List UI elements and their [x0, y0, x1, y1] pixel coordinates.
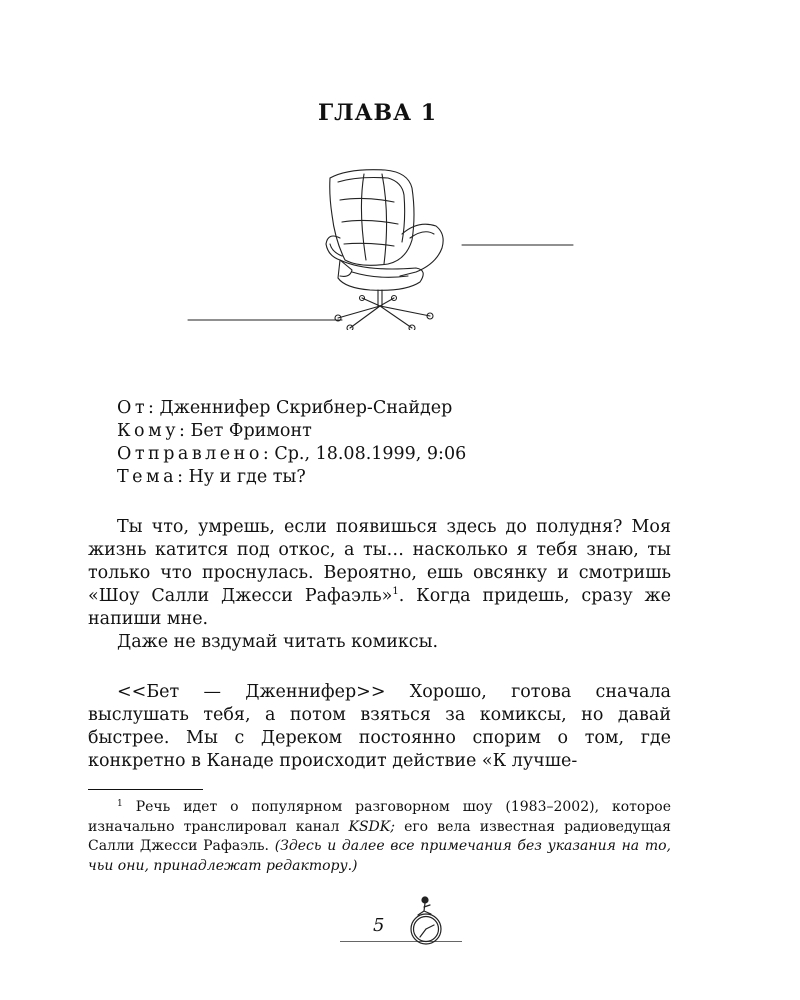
chair-base: [338, 298, 430, 328]
page-footer: [340, 895, 470, 950]
footnote-editor-note: (Здесь и далее все примечания без указания на то, чьи они, принадлежат редактору.): [88, 838, 671, 874]
email-sent: [88, 443, 671, 466]
email-header: [88, 397, 671, 489]
footnote: [88, 798, 671, 876]
body-paragraph-1-main: [88, 516, 671, 631]
chair-backrest: [330, 170, 414, 266]
email-subject: [88, 466, 671, 489]
email-to-value: : Бет Фримонт: [179, 421, 312, 441]
footnote-divider: [88, 789, 203, 790]
chapter-title: ГЛАВА 1: [317, 100, 438, 126]
footnote-text-b: его вела известная радиоведущая Салли Джесси Рафаэль.: [88, 818, 671, 854]
footnote-ref: 1: [392, 586, 399, 597]
email-from-label: От: [117, 398, 149, 418]
body-paragraph-1: [88, 516, 671, 654]
footnote-text-a: Речь идет о популярном разговорном шоу (1983–2002), которое изначально транслировал канал: [88, 799, 671, 835]
email-sent-value: : Ср., 18.08.1999, 9:06: [262, 444, 467, 464]
footnote-channel: KSDK;: [348, 818, 395, 835]
email-to-label: Кому: [117, 421, 179, 441]
office-chair-illustration: [180, 160, 580, 330]
email-to: [88, 420, 671, 443]
body-paragraph-2-text: <<Бет — Дженнифер>> Хорошо, готова сначала выслушать тебя, а потом взяться за комиксы, но давай быстрее. Мы с Дереком постоянно спорим о том, где конкретно в Канаде происходит действие «К лучше-: [88, 682, 671, 771]
body-text-b: . Когда придешь, сразу же напиши мне.: [88, 586, 672, 629]
body-text-a: Ты что, умрешь, если появишься здесь до полудня? Моя жизнь катится под откос, а ты… насколько я тебя знаю, ты только что проснулась. Вероятно, ешь овсянку и смотришь «Шоу Салли Джесси Рафаэль»: [88, 517, 671, 606]
clock-figure-emblem-icon: [404, 895, 450, 947]
email-subject-label: Тема: [117, 467, 178, 487]
body-paragraph-2: [88, 681, 671, 773]
page-number: 5: [373, 915, 385, 936]
email-sent-label: Отправлено: [117, 444, 263, 464]
body-paragraph-1-line: Даже не вздумай читать комиксы.: [117, 632, 439, 652]
email-from: [88, 397, 671, 420]
email-from-value: : Дженнифер Скрибнер-Снайдер: [148, 398, 453, 418]
footnote-marker: 1: [117, 799, 123, 809]
email-subject-value: : Ну и где ты?: [177, 467, 306, 487]
